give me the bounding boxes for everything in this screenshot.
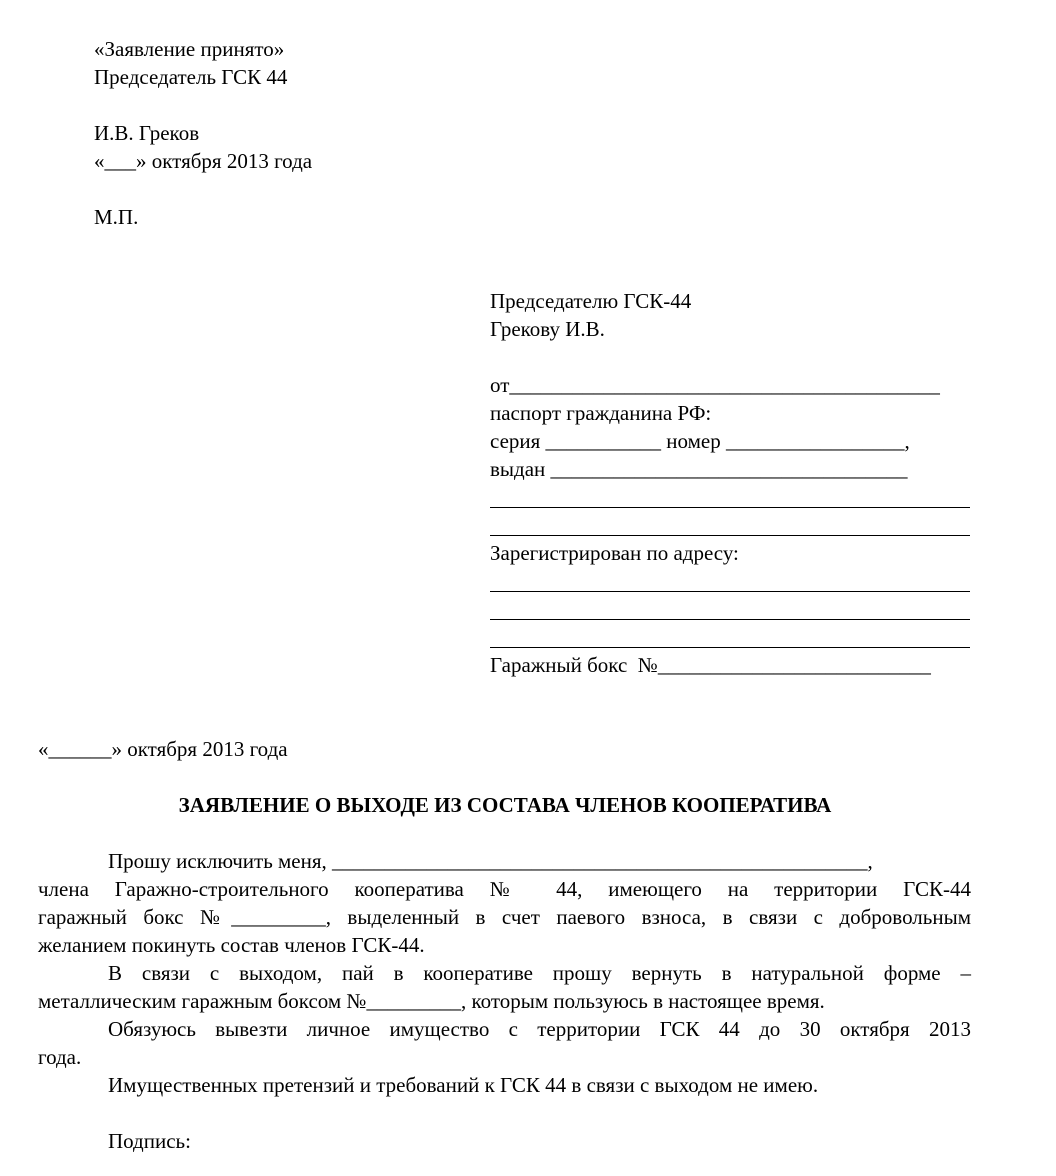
paragraph-1-line-4: желанием покинуть состав членов ГСК-44. — [38, 933, 425, 957]
addressee-line-1: Председателю ГСК-44 — [490, 289, 692, 313]
paragraph-2-line-2: металлическим гаражным боксом №_________, которым пользуюсь в настоящее время. — [38, 989, 825, 1013]
blank-line — [490, 507, 970, 508]
document-title: ЗАЯВЛЕНИЕ О ВЫХОДЕ ИЗ СОСТАВА ЧЛЕНОВ КООПЕРАТИВА — [178, 793, 832, 817]
paragraph-1-line-2: члена Гаражно-строительного кооператива № 44, имеющего на территории ГСК-44 — [38, 877, 971, 901]
document-date: «______» октября 2013 года — [38, 737, 288, 761]
garage-box-field: Гаражный бокс №__________________________ — [490, 653, 931, 677]
from-field: от_________________________________________ — [490, 373, 940, 397]
paragraph-3-line-2: года. — [38, 1045, 82, 1069]
paragraph-1-line-3: гаражный бокс №_________, выделенный в счет паевого взноса, в связи с добровольным — [38, 905, 971, 929]
paragraph-4: Имущественных претензий и требований к ГСК 44 в связи с выходом не имею. — [108, 1073, 819, 1097]
paragraph-3-line-1: Обязуюсь вывезти личное имущество с территории ГСК 44 до 30 октября 2013 — [108, 1017, 971, 1041]
approval-name: И.В. Греков — [94, 121, 200, 145]
paragraph-1-line-1: Прошу исключить меня, ___________________________________________________, — [108, 849, 873, 873]
passport-series-number: серия ___________ номер _________________, — [490, 429, 910, 453]
signature-label: Подпись: — [108, 1129, 191, 1153]
blank-line — [490, 619, 970, 620]
approval-seal: М.П. — [94, 205, 139, 229]
approval-date: «___» октября 2013 года — [94, 149, 313, 173]
blank-line — [490, 535, 970, 536]
paragraph-2-line-1: В связи с выходом, пай в кооперативе прошу вернуть в натуральной форме – — [108, 961, 971, 985]
blank-line — [490, 647, 970, 648]
approval-accepted: «Заявление принято» — [94, 37, 285, 61]
registered-label: Зарегистрирован по адресу: — [490, 541, 739, 565]
addressee-line-2: Грекову И.В. — [490, 317, 605, 341]
passport-label: паспорт гражданина РФ: — [490, 401, 712, 425]
approval-chairman: Председатель ГСК 44 — [94, 65, 288, 89]
blank-line — [490, 591, 970, 592]
passport-issued: выдан __________________________________ — [490, 457, 908, 481]
